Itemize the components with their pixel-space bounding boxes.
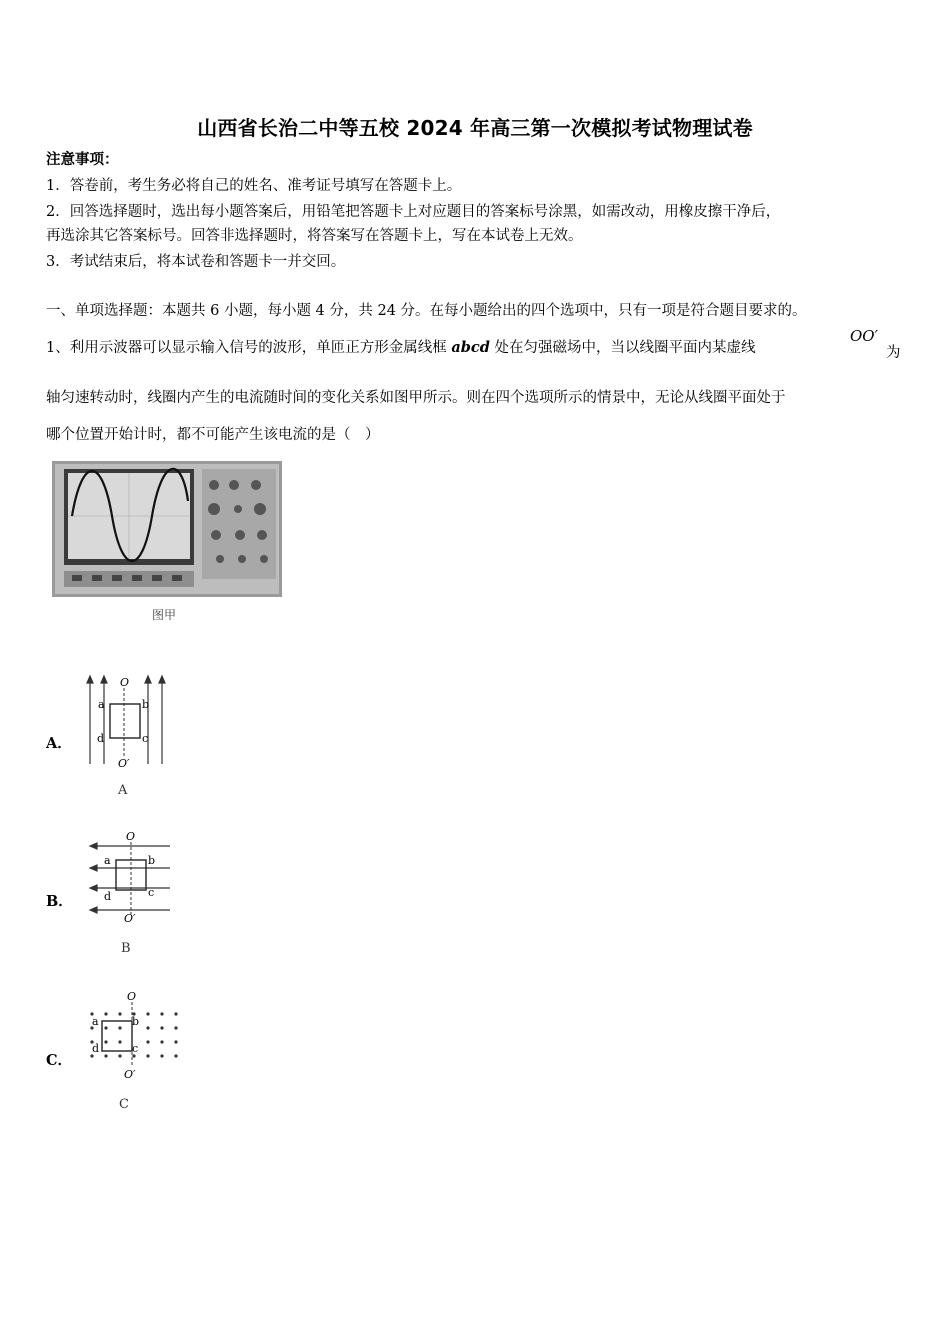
exam-title: 山西省长治二中等五校 2024 年高三第一次模拟考试物理试卷	[197, 116, 753, 140]
notice-heading: 注意事项：	[46, 151, 119, 168]
question-1-line1-end: 为	[886, 345, 901, 361]
svg-text:O: O	[127, 990, 137, 1003]
option-a-label[interactable]: A．	[46, 735, 72, 752]
frame-name: abcd	[451, 339, 490, 356]
svg-text:a: a	[104, 854, 111, 867]
section-heading: 一、单项选择题：本题共 6 小题，每小题 4 分，共 24 分。在每小题给出的四个选项中，只有一项是符合题目要求的。	[46, 303, 807, 319]
svg-text:c: c	[132, 1042, 139, 1055]
svg-text:b: b	[142, 698, 150, 711]
option-b-diagram[interactable]	[86, 828, 176, 924]
question-1-line1: 1、利用示波器可以显示输入信号的波形，单匝正方形金属线框 abcd 处在匀强磁场中，当以线圈平面内某虚线	[46, 339, 756, 356]
svg-text:c: c	[142, 732, 149, 745]
option-b-label[interactable]: B．	[46, 893, 73, 910]
option-c-diagram[interactable]	[84, 988, 184, 1083]
question-1-line2: 轴匀速转动时，线圈内产生的电流随时间的变化关系如图甲所示。则在四个选项所示的情景中，无论从线圈平面处于	[46, 390, 786, 406]
notice-item-3: 3．考试结束后，将本试卷和答题卡一并交回。	[46, 254, 346, 270]
svg-text:O′: O′	[124, 1068, 136, 1081]
svg-text:c: c	[148, 886, 155, 899]
svg-text:O: O	[120, 676, 130, 689]
svg-text:d: d	[97, 732, 105, 745]
svg-text:b: b	[148, 854, 156, 867]
svg-text:d: d	[104, 890, 112, 903]
option-a-diagram[interactable]	[82, 674, 172, 769]
svg-text:a: a	[92, 1015, 99, 1028]
svg-text:a: a	[98, 698, 105, 711]
notice-item-2: 2．回答选择题时，选出每小题答案后，用铅笔把答题卡上对应题目的答案标号涂黑，如需改动，用橡皮擦干净后，	[46, 204, 781, 220]
svg-text:O: O	[126, 830, 136, 843]
svg-text:d: d	[92, 1042, 100, 1055]
oscilloscope-image	[52, 461, 282, 597]
option-b-caption: B	[121, 941, 131, 956]
svg-text:O′: O′	[118, 757, 130, 769]
option-c-caption: C	[119, 1097, 129, 1112]
axis-label: OO′	[850, 327, 879, 345]
question-1-line3: 哪个位置开始计时，都不可能产生该电流的是（ ）	[46, 427, 380, 443]
notice-item-2-cont: 再选涂其它答案标号。回答非选择题时，将答案写在答题卡上，写在本试卷上无效。	[46, 228, 583, 244]
option-c-label[interactable]: C．	[46, 1052, 73, 1069]
svg-text:b: b	[132, 1015, 140, 1028]
notice-item-1: 1．答卷前，考生务必将自己的姓名、准考证号填写在答题卡上。	[46, 178, 462, 194]
option-a-caption: A	[118, 783, 128, 798]
svg-text:O′: O′	[124, 912, 136, 924]
figure-caption: 图甲	[152, 608, 177, 622]
